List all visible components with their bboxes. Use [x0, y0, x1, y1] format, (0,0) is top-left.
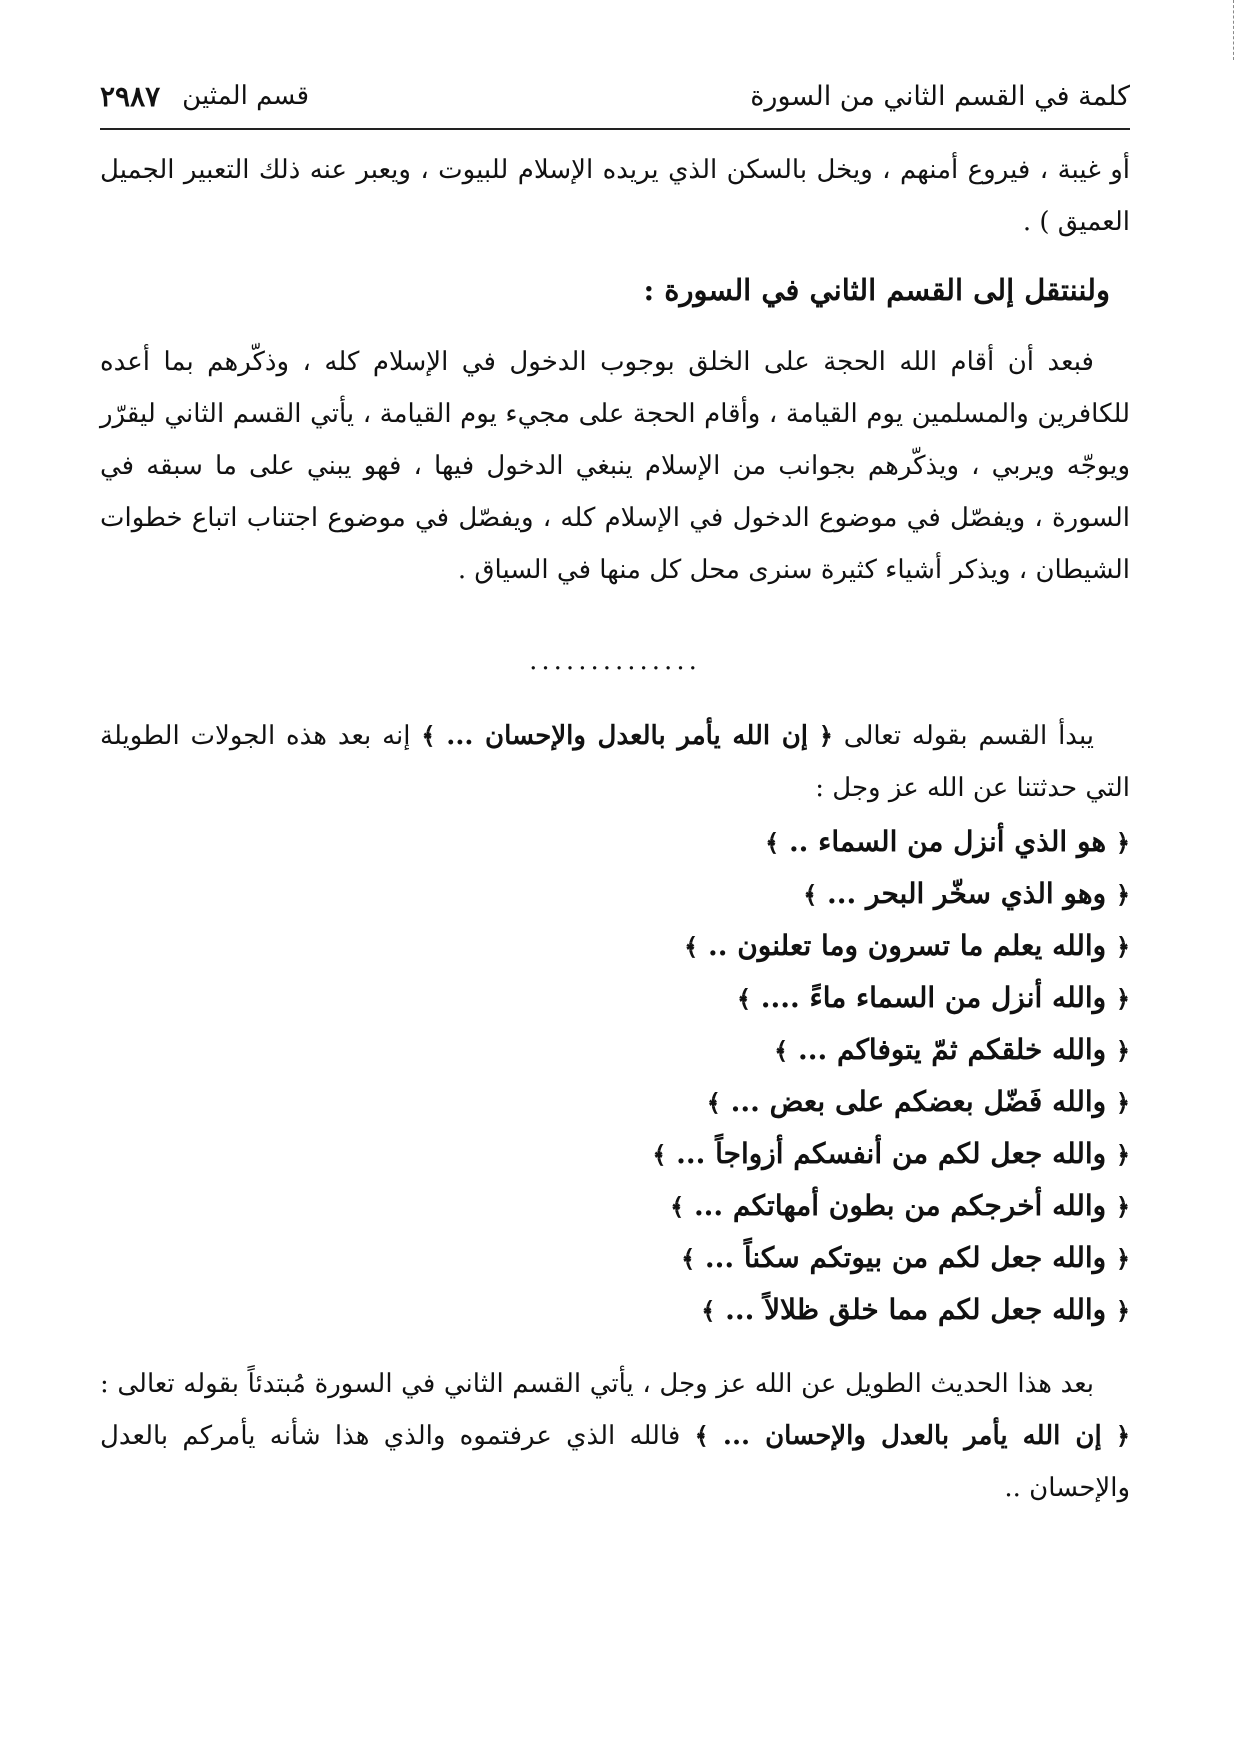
verse-item: ﴿ هو الذي أنزل من السماء .. ﴾ — [765, 825, 1130, 858]
verse-item: ﴿ وهو الذي سخّر البحر ... ﴾ — [803, 877, 1130, 910]
margin-rule — [1233, 0, 1234, 60]
header-section: قسم المثين — [182, 81, 310, 111]
paragraph-opening-lead: يبدأ القسم بقوله تعالى — [843, 721, 1095, 751]
running-header — [100, 70, 1130, 130]
section-heading: ولننتقل إلى القسم الثاني في السورة : — [643, 273, 1110, 307]
ornament-open: ﴿ — [1115, 1421, 1131, 1450]
verse-item: ﴿ والله أنزل من السماء ماءً .... ﴾ — [736, 981, 1130, 1014]
paragraph-closing — [100, 1358, 1130, 1514]
quran-quote: إن الله يأمر بالعدل والإحسان ... — [446, 721, 809, 751]
ornament-close: ﴾ — [694, 1421, 709, 1450]
paragraph-continuation: أو غيبة ، فيروع أمنهم ، ويخل بالسكن الذي يريده الإسلام للبيوت ، ويعبر عنه ذلك التعبير الجميل العميق ) . — [100, 155, 1130, 237]
verse-item: ﴿ والله جعل لكم مما خلق ظلالاً ... ﴾ — [701, 1293, 1130, 1326]
header-meta — [100, 80, 309, 113]
ornament-open: ﴿ — [818, 721, 833, 750]
header-title: كلمة في القسم الثاني من السورة — [750, 80, 1130, 112]
section-separator: .............. — [529, 646, 701, 676]
paragraph-intro: فبعد أن أقام الله الحجة على الخلق بوجوب الدخول في الإسلام كله ، وذكّرهم بما أعده للكافرين والمسلمين يوم القيامة ، وأقام الحجة على مجيء يوم القيامة ، يأتي القسم الثاني ليقرّر ويوجّه ويربي ، ويذكّرهم بجوانب من الإسلام ينبغي الدخول فيها ، فهو يبني على ما سبقه في السورة ، ويفصّل في موضوع الدخول في الإسلام كله ، ويفصّل في موضوع اجتناب اتباع خطوات الشيطان ، ويذكر أشياء كثيرة سنرى محل كل منها في السياق . — [100, 347, 1130, 585]
verse-list — [100, 816, 1130, 1336]
quran-quote: إن الله يأمر بالعدل والإحسان ... — [722, 1421, 1102, 1451]
verse-item: ﴿ والله خلقكم ثمّ يتوفاكم ... ﴾ — [774, 1033, 1130, 1066]
verse-item: ﴿ والله جعل لكم من بيوتكم سكناً ... ﴾ — [681, 1241, 1130, 1274]
verse-item: ﴿ والله يعلم ما تسرون وما تعلنون .. ﴾ — [684, 929, 1130, 962]
verse-item: ﴿ والله فَضّل بعضكم على بعض ... ﴾ — [706, 1085, 1130, 1118]
document-page — [100, 70, 1130, 1690]
verse-item: ﴿ والله أخرجكم من بطون أمهاتكم ... ﴾ — [670, 1189, 1130, 1222]
ornament-close: ﴾ — [421, 721, 436, 750]
paragraph-opening — [100, 710, 1130, 814]
paragraph-opening-tail: إنه بعد هذه الجولات الطويلة التي حدثتنا عن الله عز وجل : — [100, 721, 1130, 803]
paragraph-closing-tail: فالله الذي عرفتموه والذي هذا شأنه يأمركم بالعدل والإحسان .. — [100, 1421, 1130, 1503]
verse-item: ﴿ والله جعل لكم من أنفسكم أزواجاً ... ﴾ — [652, 1137, 1130, 1170]
paragraph-closing-lead: بعد هذا الحديث الطويل عن الله عز وجل ، يأتي القسم الثاني في السورة مُبتدئاً بقوله تعالى : — [100, 1369, 1094, 1399]
page-number: ٢٩٨٧ — [100, 79, 161, 113]
